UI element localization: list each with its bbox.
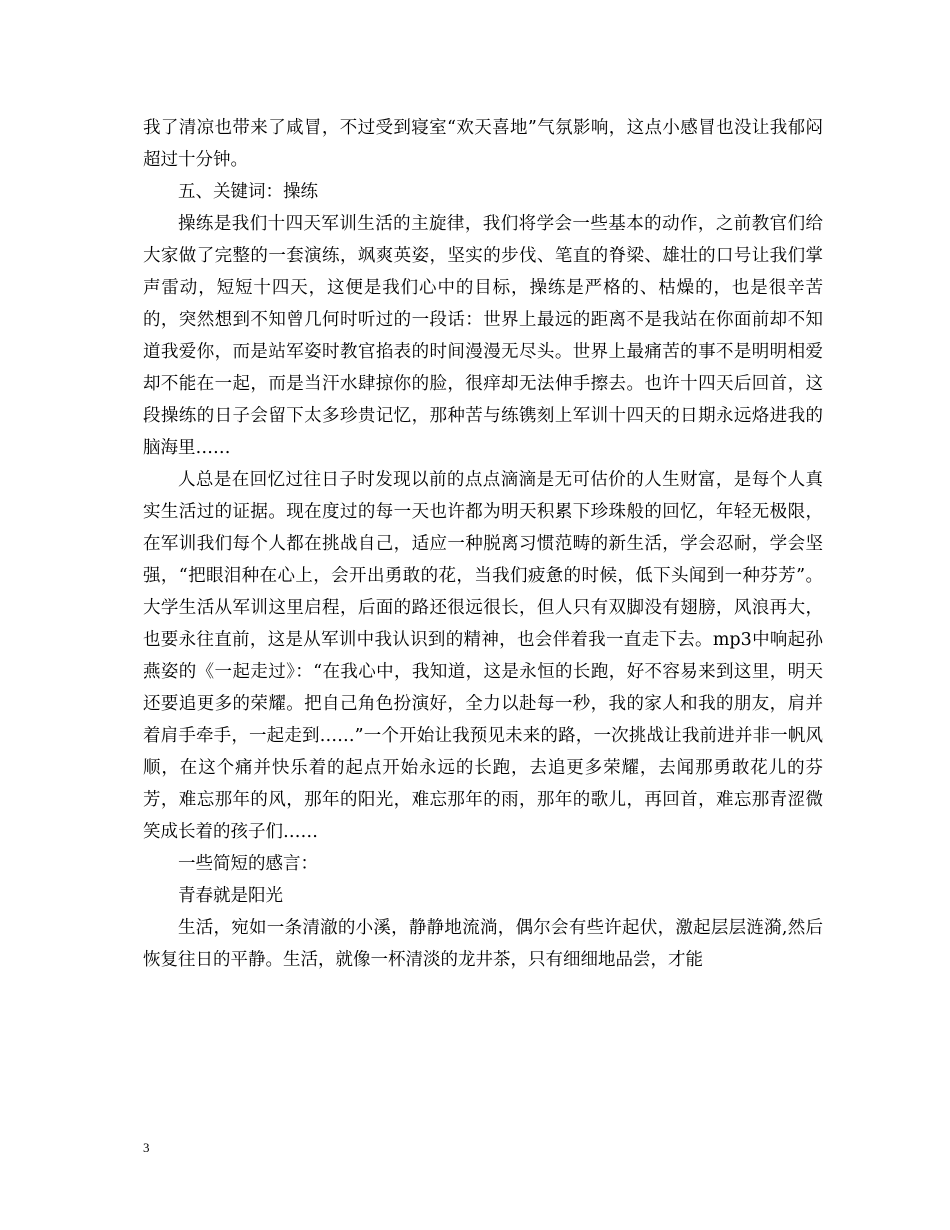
paragraph: 生活，宛如一条清澈的小溪，静静地流淌，偶尔会有些许起伏，激起层层涟漪,然后恢复往日的平静。生活，就像一杯清淡的龙井茶，只有细细地品尝，才能 bbox=[143, 918, 823, 970]
page-number: 3 bbox=[143, 1140, 150, 1155]
paragraph: 我了清凉也带来了咸冒，不过受到寝室“欢天喜地”气氛影响，这点小感冒也没让我郁闷超过十分钟。 bbox=[143, 118, 823, 170]
section-heading: 五、关键词：操练 bbox=[178, 182, 318, 202]
paragraph: 一些简短的感言： bbox=[178, 854, 318, 874]
subheading: 青春就是阳光 bbox=[178, 886, 283, 906]
paragraph: 操练是我们十四天军训生活的主旋律，我们将学会一些基本的动作，之前教官们给大家做了完整的一套演练，飒爽英姿，坚实的步伐、笔直的脊梁、雄壮的口号让我们掌声雷动，短短十四天，这便是我们心中的目标，操练是严格的、枯燥的，也是很辛苦的，突然想到不知曾几何时听过的一段话：世界上最远的距离不是我站在你面前却不知道我爱你，而是站军姿时教官掐表的时间漫漫无尽头。世界上最痛苦的事不是明明相爱却不能在一起，而是当汗水肆掠你的脸，很痒却无法伸手擦去。也许十四天后回首，这段操练的日子会留下太多珍贵记忆，那种苦与练镌刻上军训十四天的日期永远烙进我的脑海里…… bbox=[143, 214, 823, 458]
document-body bbox=[143, 112, 823, 976]
paragraph: 人总是在回忆过往日子时发现以前的点点滴滴是无可估价的人生财富，是每个人真实生活过的证据。现在度过的每一天也许都为明天积累下珍珠般的回忆，年轻无极限，在军训我们每个人都在挑战自己，适应一种脱离习惯范畴的新生活，学会忍耐，学会坚强，“把眼泪种在心上，会开出勇敢的花，当我们疲惫的时候，低下头闻到一种芬芳”。大学生活从军训这里启程，后面的路还很远很长，但人只有双脚没有翅膀，风浪再大，也要永往直前，这是从军训中我认识到的精神，也会伴着我一直走下去。mp3中响起孙燕姿的《一起走过》：“在我心中，我知道，这是永恒的长跑，好不容易来到这里，明天还要追更多的荣耀。把自己角色扮演好，全力以赴每一秒，我的家人和我的朋友，肩并着肩手牵手，一起走到……”一个开始让我预见未来的路，一次挑战让我前进并非一帆风顺，在这个痛并快乐着的起点开始永远的长跑，去追更多荣耀，去闻那勇敢花儿的芬芳，难忘那年的风，那年的阳光，难忘那年的雨，那年的歌儿，再回首，难忘那青涩微笑成长着的孩子们…… bbox=[143, 470, 823, 842]
